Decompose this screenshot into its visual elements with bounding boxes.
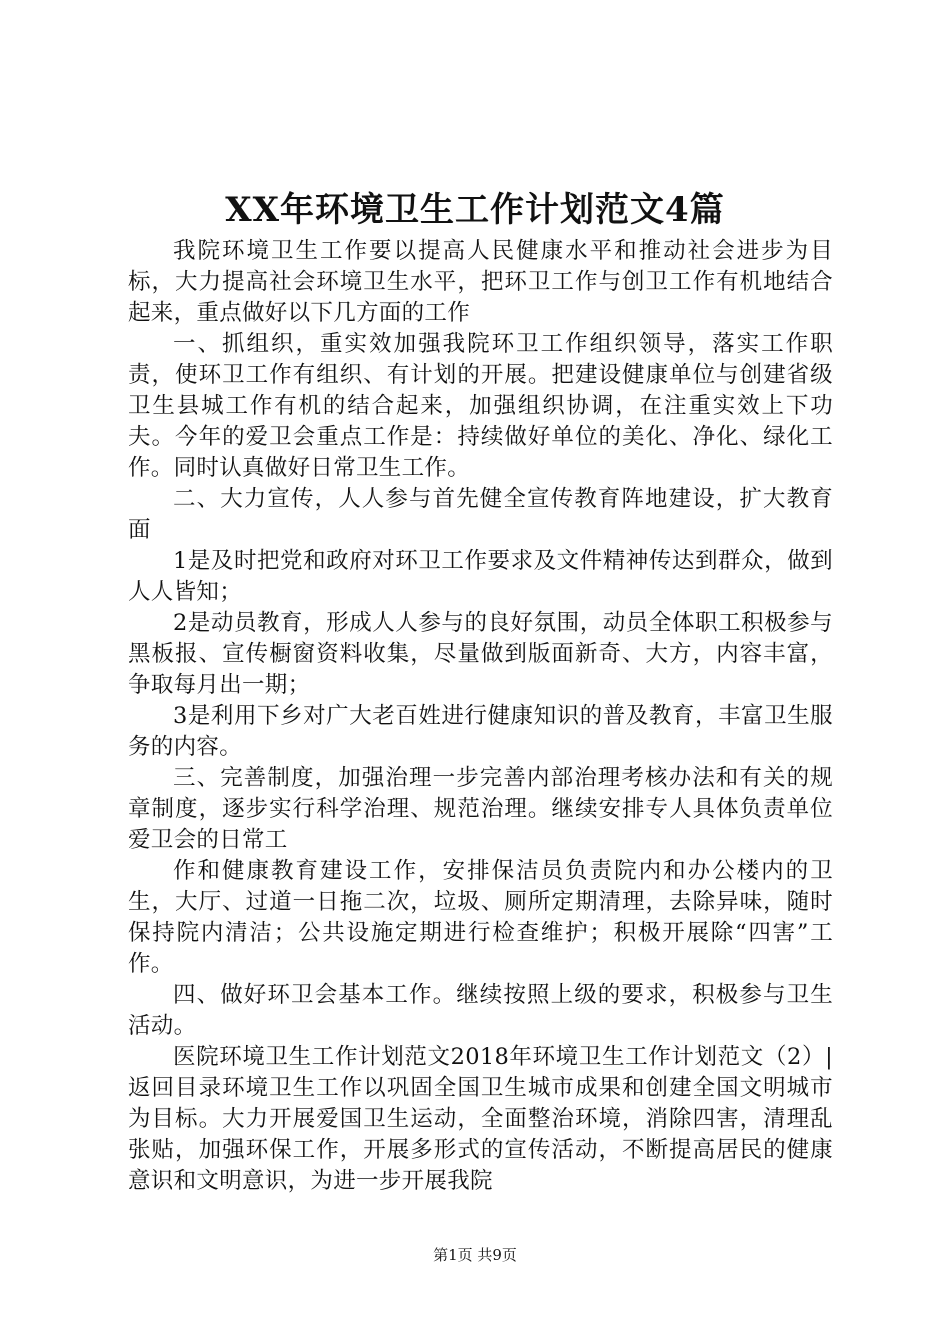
- paragraph-item-2: 2是动员教育，形成人人参与的良好氛围，动员全体职工积极参与黑板报、宣传橱窗资料收集，尽量做到版面新奇、大方，内容丰富，争取每月出一期；: [128, 610, 833, 698]
- paragraph-item-1: 1是及时把党和政府对环卫工作要求及文件精神传达到群众，做到人人皆知；: [128, 548, 833, 605]
- paragraph-section-3: 三、完善制度，加强治理一步完善内部治理考核办法和有关的规章制度，逐步实行科学治理、规范治理。继续安排专人具体负责单位爱卫会的日常工: [128, 765, 833, 853]
- document-body: [128, 236, 833, 1197]
- paragraph-item-3: 3是利用下乡对广大老百姓进行健康知识的普及教育，丰富卫生服务的内容。: [128, 703, 833, 760]
- paragraph-intro: 我院环境卫生工作要以提高人民健康水平和推动社会进步为目标，大力提高社会环境卫生水平，把环卫工作与创卫工作有机地结合起来，重点做好以下几方面的工作: [128, 238, 833, 326]
- paragraph-section-3-cont: 作和健康教育建设工作，安排保洁员负责院内和办公楼内的卫生，大厅、过道一日拖二次，垃圾、厕所定期清理，去除异味，随时保持院内清洁；公共设施定期进行检查维护；积极开展除“四害”工作。: [128, 858, 833, 977]
- paragraph-article-2: 医院环境卫生工作计划范文2018年环境卫生工作计划范文（2）|返回目录环境卫生工作以巩固全国卫生城市成果和创建全国文明城市为目标。大力开展爱国卫生运动，全面整治环境，消除四害，清理乱张贴，加强环保工作，开展多形式的宣传活动，不断提高居民的健康意识和文明意识，为进一步开展我院: [128, 1044, 833, 1194]
- paragraph-section-2: 二、大力宣传，人人参与首先健全宣传教育阵地建设，扩大教育面: [128, 486, 833, 543]
- paragraph-section-1: 一、抓组织，重实效加强我院环卫工作组织领导，落实工作职责，使环卫工作有组织、有计划的开展。把建设健康单位与创建省级卫生县城工作有机的结合起来，加强组织协调，在注重实效上下功夫。今年的爱卫会重点工作是：持续做好单位的美化、净化、绿化工作。同时认真做好日常卫生工作。: [128, 331, 833, 481]
- page-footer: 第1页 共9页: [433, 1246, 517, 1264]
- document-title: XX年环境卫生工作计划范文4篇: [225, 190, 725, 230]
- paragraph-section-4: 四、做好环卫会基本工作。继续按照上级的要求，积极参与卫生活动。: [128, 982, 833, 1039]
